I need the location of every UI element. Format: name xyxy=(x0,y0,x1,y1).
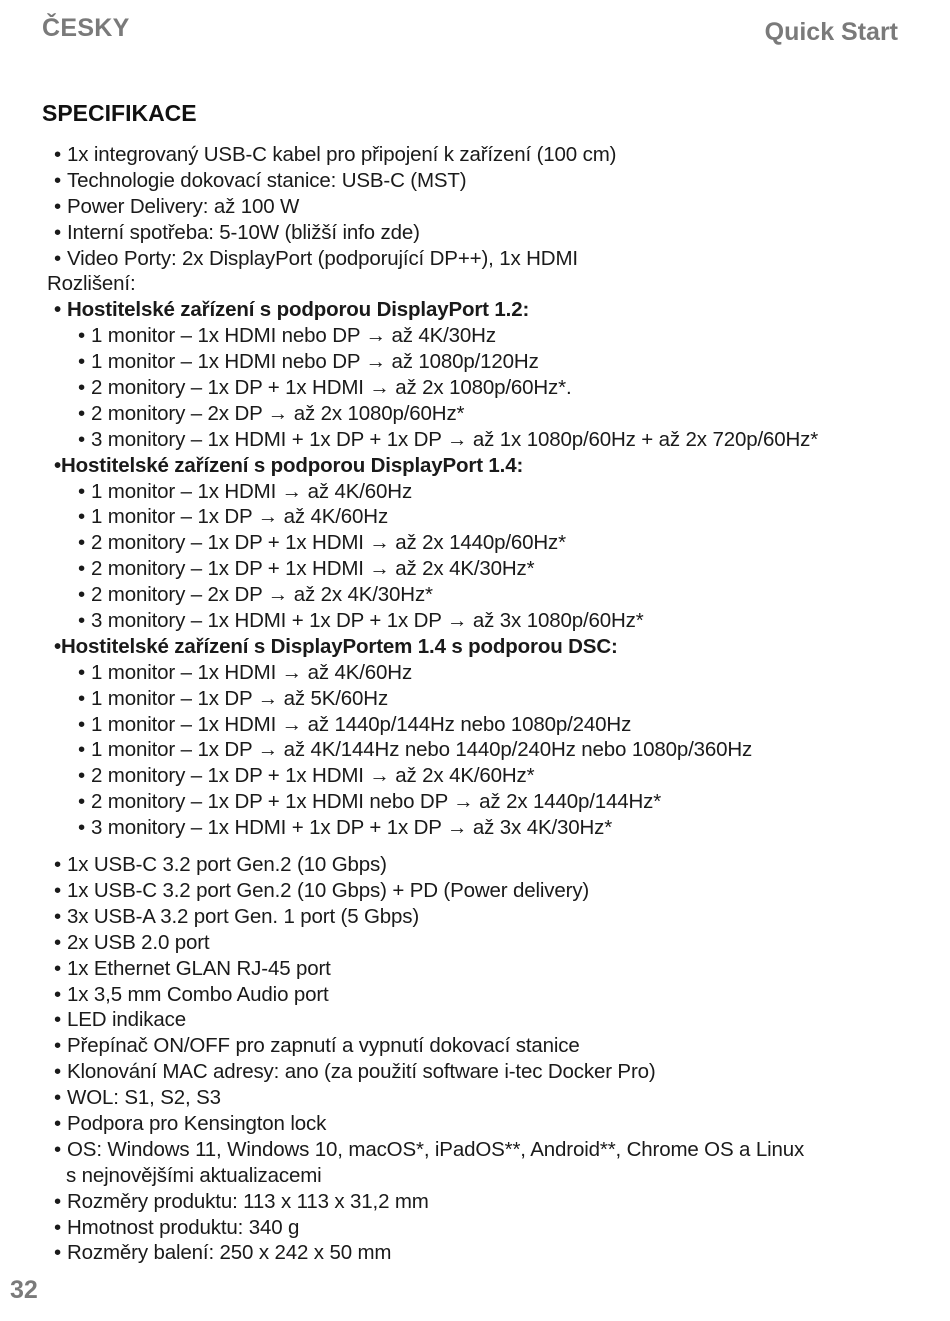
bullet: • xyxy=(78,505,86,529)
list-item-text: 1 monitor – 1x DP → až 4K/60Hz xyxy=(91,505,389,529)
list-item-text: 1 monitor – 1x HDMI nebo DP → až 4K/30Hz xyxy=(91,324,496,348)
page-number: 32 xyxy=(10,1276,38,1304)
bullet: • xyxy=(78,583,86,607)
list-item xyxy=(0,660,950,686)
group-heading xyxy=(0,297,950,323)
specification-list xyxy=(0,142,950,1266)
list-item-text: 2 monitory – 2x DP → až 2x 4K/30Hz* xyxy=(91,583,433,607)
list-item xyxy=(0,737,950,763)
list-item-text: Přepínač ON/OFF pro zapnutí a vypnutí dokovací stanice xyxy=(67,1034,580,1058)
bullet: • xyxy=(54,220,62,244)
list-item-text: 3x USB-A 3.2 port Gen. 1 port (5 Gbps) xyxy=(67,904,420,928)
list-item xyxy=(0,878,950,904)
list-item xyxy=(0,142,950,168)
list-item xyxy=(0,530,950,556)
list-item xyxy=(0,401,950,427)
list-item-text: 2 monitory – 1x DP + 1x HDMI → až 2x 1440p/60Hz* xyxy=(91,531,566,555)
list-item xyxy=(0,763,950,789)
bullet: • xyxy=(54,1137,62,1161)
bullet: • xyxy=(54,956,62,980)
list-item xyxy=(0,930,950,956)
list-item-text: Interní spotřeba: 5-10W (bližší info zde) xyxy=(67,220,420,244)
bullet: • xyxy=(54,634,62,658)
header-document-title: Quick Start xyxy=(764,18,898,46)
list-item xyxy=(0,904,950,930)
resolution-label: Rozlišení: xyxy=(47,272,136,296)
bullet: • xyxy=(54,904,62,928)
list-item-text: Rozměry produktu: 113 x 113 x 31,2 mm xyxy=(67,1189,429,1213)
bullet: • xyxy=(78,376,86,400)
list-item xyxy=(0,220,950,246)
list-item-text: LED indikace xyxy=(67,1008,186,1032)
list-item-text: Podpora pro Kensington lock xyxy=(67,1111,327,1135)
list-item-text: 2 monitory – 2x DP → až 2x 1080p/60Hz* xyxy=(91,401,465,425)
bullet: • xyxy=(78,350,86,374)
bullet: • xyxy=(54,1215,62,1239)
bullet: • xyxy=(54,1111,62,1135)
list-item-text: 2 monitory – 1x DP + 1x HDMI → až 2x 4K/60Hz* xyxy=(91,764,535,788)
list-item-text: 1 monitor – 1x HDMI → až 1440p/144Hz nebo 1080p/240Hz xyxy=(91,712,632,736)
bullet: • xyxy=(54,1008,62,1032)
bullet: • xyxy=(78,427,86,451)
list-item-text: 1x USB-C 3.2 port Gen.2 (10 Gbps) xyxy=(67,853,387,877)
list-item-text: 2 monitory – 1x DP + 1x HDMI → až 2x 1080p/60Hz*. xyxy=(91,376,572,400)
bullet: • xyxy=(54,853,62,877)
bullet: • xyxy=(78,790,86,814)
list-item-text: 3 monitory – 1x HDMI + 1x DP + 1x DP → až 3x 4K/30Hz* xyxy=(91,816,613,840)
list-item xyxy=(0,686,950,712)
group-heading-text: Hostitelské zařízení s podporou DisplayPort 1.4: xyxy=(61,453,524,477)
bullet: • xyxy=(54,1034,62,1058)
list-item-text: 1 monitor – 1x HDMI nebo DP → až 1080p/120Hz xyxy=(91,350,539,374)
list-item-text: Power Delivery: až 100 W xyxy=(67,194,300,218)
group-heading-text: Hostitelské zařízení s DisplayPortem 1.4 s podporou DSC: xyxy=(61,634,618,658)
section-title: SPECIFIKACE xyxy=(42,100,197,126)
bullet: • xyxy=(78,764,86,788)
list-item-text: 1 monitor – 1x DP → až 4K/144Hz nebo 1440p/240Hz nebo 1080p/360Hz xyxy=(91,738,753,762)
bullet: • xyxy=(54,246,62,270)
bullet: • xyxy=(54,1241,62,1265)
list-item xyxy=(0,712,950,738)
list-item xyxy=(0,375,950,401)
spacer xyxy=(0,841,950,852)
list-item xyxy=(0,349,950,375)
list-item xyxy=(0,1215,950,1241)
list-item xyxy=(0,789,950,815)
bullet: • xyxy=(78,712,86,736)
list-item xyxy=(0,479,950,505)
bullet: • xyxy=(78,738,86,762)
bullet: • xyxy=(78,609,86,633)
list-item xyxy=(0,194,950,220)
list-item-text: Klonování MAC adresy: ano (za použití software i-tec Docker Pro) xyxy=(67,1060,656,1084)
header-language: ČESKY xyxy=(42,14,130,42)
list-item xyxy=(0,852,950,878)
list-item-text: 2 monitory – 1x DP + 1x HDMI nebo DP → až 2x 1440p/144Hz* xyxy=(91,790,662,814)
list-item-continuation: s nejnovějšími aktualizacemi xyxy=(66,1163,322,1187)
bullet: • xyxy=(78,686,86,710)
bullet: • xyxy=(78,401,86,425)
bullet: • xyxy=(78,531,86,555)
list-item-text: 3 monitory – 1x HDMI + 1x DP + 1x DP → až 3x 1080p/60Hz* xyxy=(91,609,644,633)
list-item xyxy=(0,556,950,582)
list-item-text: 2 monitory – 1x DP + 1x HDMI → až 2x 4K/30Hz* xyxy=(91,557,535,581)
bullet: • xyxy=(54,298,62,322)
bullet: • xyxy=(78,324,86,348)
list-item-text: 3 monitory – 1x HDMI + 1x DP + 1x DP → až 1x 1080p/60Hz + až 2x 720p/60Hz* xyxy=(91,427,819,451)
list-item xyxy=(0,1189,950,1215)
list-item xyxy=(0,168,950,194)
bullet: • xyxy=(54,930,62,954)
list-item-text: 1x integrovaný USB-C kabel pro připojení k zařízení (100 cm) xyxy=(67,143,617,166)
list-item-text: 1x Ethernet GLAN RJ-45 port xyxy=(67,956,331,980)
list-item xyxy=(0,1137,950,1163)
list-item xyxy=(0,1033,950,1059)
bullet: • xyxy=(54,878,62,902)
bullet: • xyxy=(54,1189,62,1213)
bullet: • xyxy=(54,1086,62,1110)
list-item-text: 1x USB-C 3.2 port Gen.2 (10 Gbps) + PD (Power delivery) xyxy=(67,878,590,902)
list-item-text: 1x 3,5 mm Combo Audio port xyxy=(67,982,329,1006)
list-item xyxy=(0,1240,950,1266)
bullet: • xyxy=(78,660,86,684)
list-item-text: Technologie dokovací stanice: USB-C (MST) xyxy=(67,168,467,192)
list-item-text: OS: Windows 11, Windows 10, macOS*, iPadOS**, Android**, Chrome OS a Linux xyxy=(67,1137,805,1161)
bullet: • xyxy=(78,479,86,503)
list-item xyxy=(0,1007,950,1033)
list-item xyxy=(0,815,950,841)
bullet: • xyxy=(54,1060,62,1084)
list-item xyxy=(0,1085,950,1111)
list-item-text: 1 monitor – 1x DP → až 5K/60Hz xyxy=(91,686,389,710)
group-heading xyxy=(0,453,950,479)
list-item-text: 2x USB 2.0 port xyxy=(67,930,210,954)
group-heading-text: Hostitelské zařízení s podporou DisplayPort 1.2: xyxy=(67,298,530,322)
list-item xyxy=(0,582,950,608)
list-item-text: Video Porty: 2x DisplayPort (podporující DP++), 1x HDMI xyxy=(67,246,578,270)
list-item xyxy=(0,323,950,349)
list-item xyxy=(0,246,950,272)
bullet: • xyxy=(54,982,62,1006)
list-item xyxy=(0,956,950,982)
bullet: • xyxy=(54,194,62,218)
list-item xyxy=(0,982,950,1008)
list-item xyxy=(0,608,950,634)
list-item-text: WOL: S1, S2, S3 xyxy=(67,1086,221,1110)
list-item-text: 1 monitor – 1x HDMI → až 4K/60Hz xyxy=(91,660,413,684)
bullet: • xyxy=(54,143,62,166)
bullet: • xyxy=(54,453,62,477)
list-item-text: Rozměry balení: 250 x 242 x 50 mm xyxy=(67,1241,392,1265)
group-heading xyxy=(0,634,950,660)
list-item xyxy=(0,1111,950,1137)
list-item-text: Hmotnost produktu: 340 g xyxy=(67,1215,300,1239)
bullet: • xyxy=(54,168,62,192)
bullet: • xyxy=(78,816,86,840)
list-item-text: 1 monitor – 1x HDMI → až 4K/60Hz xyxy=(91,479,413,503)
list-item xyxy=(0,1059,950,1085)
bullet: • xyxy=(78,557,86,581)
list-item xyxy=(0,427,950,453)
list-item xyxy=(0,504,950,530)
